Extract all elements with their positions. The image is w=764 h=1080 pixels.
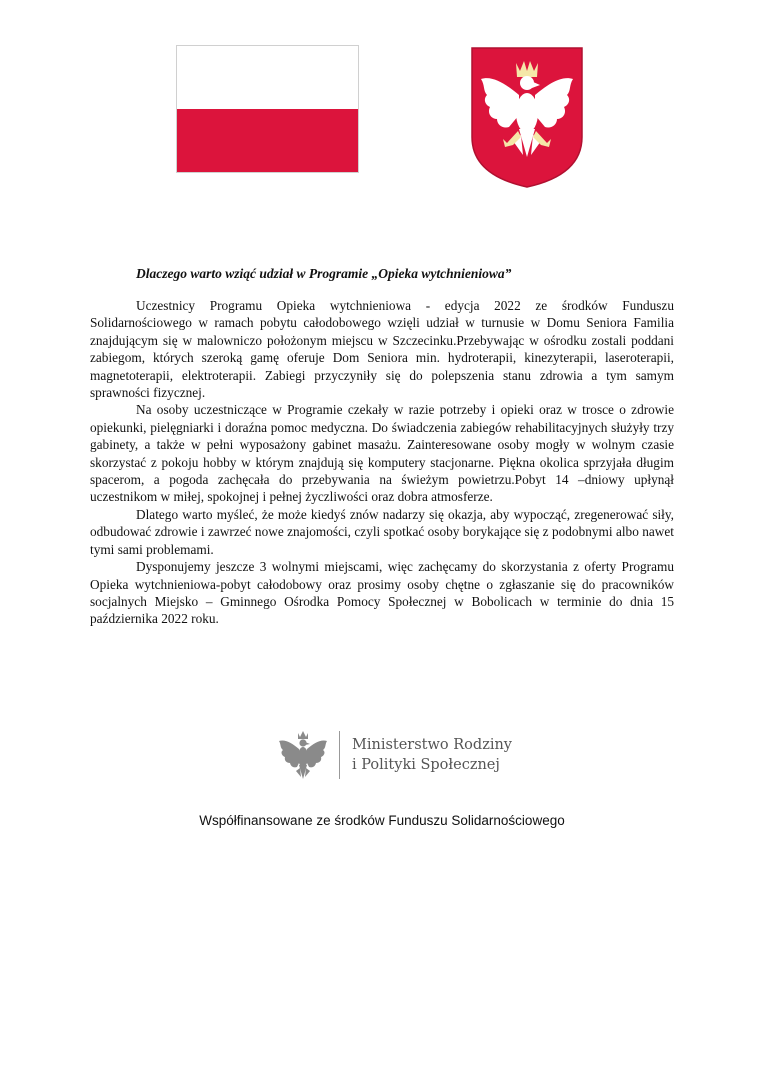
flag-white-stripe (177, 46, 358, 109)
ministry-name-line-2: i Polityki Społecznej (352, 757, 500, 773)
paragraph-4: Dysponujemy jeszcze 3 wolnymi miejscami, więc zachęcamy do skorzystania z oferty Programu Opieka wytchnieniowa-pobyt całodobowy oraz prosimy osoby chętne o zgłaszanie się do pracowników socjalnych Miejsko – Gminnego Ośrodka Pomocy Społecznej w Bobolicach w terminie do dnia 15 października 2022 roku. (90, 559, 674, 627)
ministry-name-line-1: Ministerstwo Rodziny (352, 737, 512, 753)
paragraph-2: Na osoby uczestniczące w Programie czekały w razie potrzeby i opieki oraz w trosce o zdrowie opiekunki, pielęgniarki i doraźna pomoc medyczna. Do świadczenia zabiegów rehabilitacyjnych służyły trzy gabinety, a także w pełni wyposażony gabinet masażu. Zainteresowane osoby mogły w wolnym czasie skorzystać z pokoju hobby w którym znajdują się komputery stacjonarne. Piękna okolica sprzyjała długim spacerom, a pogoda zachęcała do przebywania na świeżym powietrzu.Pobyt 14 –dniowy upłynął uczestnikom w miłej, spokojnej i pełnej życzliwości oraz dobra atmosferze. (90, 402, 674, 505)
logo-divider (339, 731, 340, 779)
ministry-name (352, 735, 512, 775)
document-body (90, 297, 674, 628)
polish-flag-icon (176, 45, 359, 173)
ministry-eagle-icon (277, 727, 329, 783)
polish-coat-of-arms-icon (469, 45, 585, 190)
flag-red-stripe (177, 109, 358, 172)
cofinancing-note: Współfinansowane ze środków Funduszu Solidarnościowego (199, 813, 565, 828)
document-title: Dlaczego warto wziąć udział w Programie „Opieka wytchnieniowa” (136, 266, 512, 281)
paragraph-3: Dlatego warto myśleć, że może kiedyś znów nadarzy się okazja, aby wypocząć, zregenerować siły, odbudować zdrowie i zawrzeć nowe znajomości, czyli spotkać osoby borykające się z podobnymi albo nawet tymi sami problemami. (90, 506, 674, 557)
ministry-logo (277, 727, 512, 783)
paragraph-1: Uczestnicy Programu Opieka wytchnieniowa - edycja 2022 ze środków Funduszu Solidarnościowego w ramach pobytu całodobowego wzięli udział w turnusie w Domu Seniora Familia znajdującym się w malowniczo położonym miejscu w Szczecinku.Przebywając w ośrodku zostali poddani zabiegom, których szeroką gamę oferuje Dom Seniora min. hydroterapii, kinezyterapii, laseroterapii, magnetoterapii, elektroterapii. Zabiegi przyczyniły się do polepszenia stanu zdrowia a tym samym sprawności fizycznej. (90, 298, 674, 401)
